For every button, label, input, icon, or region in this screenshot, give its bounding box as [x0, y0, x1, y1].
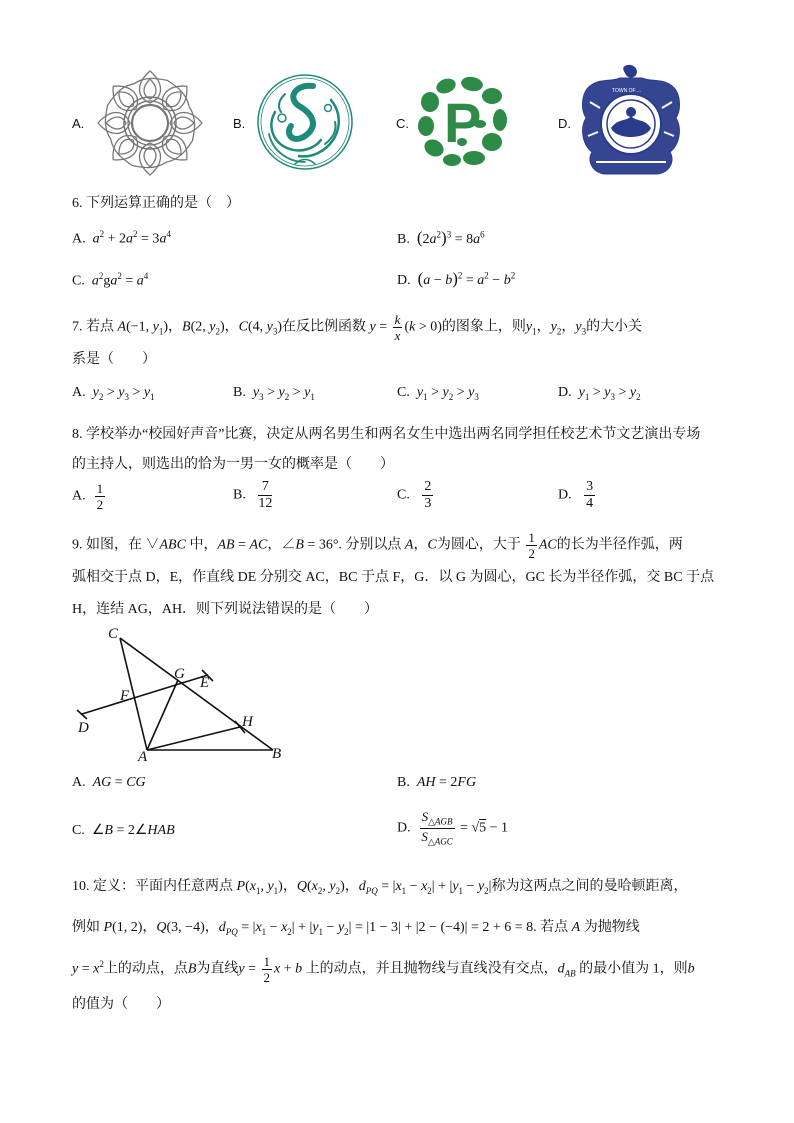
q7-line-1: 7. 若点 A(−1, $y_1$)，B(2, $y_2$)，C(4, $y_3$)在反比例函数 y = $\frac{k}{x}$ (k > 0)的图象上，则$y_1$，$y_2$，$y_3$的大小关 [72, 312, 643, 343]
label-e: E [200, 675, 210, 691]
label-g: G [174, 666, 185, 682]
q7-option-d: D. $y_1 > y_3 > y_2$ [558, 385, 641, 402]
q6-option-a: A. $a^2 + 2a^2 = 3a^4$ [72, 229, 171, 247]
q9-line-1: 9. 如图，在 ∨ABC 中，AB = AC，∠B = 36°. 分别以点 A，C为圆心，大于 $\frac{1}{2}$ AC的长为半径作弧，两 [72, 530, 683, 561]
q6-option-c: C. $a^2ga^2 = a^4$ [72, 271, 149, 289]
q10-line-4: 的值为（ ） [72, 997, 170, 1012]
teal-swirl-image [255, 72, 355, 172]
p-letter: P [444, 91, 482, 154]
label-b: B [272, 746, 282, 762]
q7-option-c: C. $y_1 > y_2 > y_3$ [397, 385, 479, 402]
q8-option-a: A. $\frac{1}{2}$ [72, 481, 104, 512]
label-a: A [138, 749, 148, 764]
q8-line-2: 的主持人，则选出的恰为一男一女的概率是（ ） [72, 457, 394, 472]
triangle-figure [70, 622, 290, 764]
q5-option-a-label: A. [72, 116, 85, 131]
q5-option-b-label: B. [233, 116, 246, 131]
q9-line-2: 弧相交于点 D，E，作直线 DE 分别交 AC，BC 于点 F，G．以 G 为圆心，GC 长为半径作弧，交 BC 于点 [72, 570, 715, 585]
q6-option-b: B. $(2a^2)^3 = 8a^6$ [397, 228, 485, 247]
q7-option-b: B. $y_3 > y_2 > y_1$ [233, 385, 315, 402]
lotus-mandala-image [92, 68, 208, 178]
arc-mark-d [77, 710, 87, 719]
q7-line-2: 系是（ ） [72, 352, 156, 367]
q6-option-d: D. $(a - b)^2 = a^2 - b^2$ [397, 269, 516, 288]
q8-line-1: 8. 学校举办“校园好声音”比赛，决定从两名男生和两名女生中选出两名同学担任校艺术节文艺演出专场 [72, 427, 701, 442]
label-f: F [120, 688, 130, 704]
segment-ag [147, 680, 178, 750]
q9-option-d: D. $\frac{S_{\triangle AGB}}{S_{\triangle AGC}}$ = √5 − 1 [397, 809, 509, 847]
q10-line-2: 例如 P(1, 2)，Q(3, −4)，$d_{PQ} = |x_1 - x_2| + |y_1 - y_2| = |1 - 3| + |2 - (-4)| = 2 + 6 = 8$. 若点 A 为抛物线 [72, 920, 640, 937]
q5-option-c-label: C. [396, 116, 409, 131]
q6-stem: 6. 下列运算正确的是（ ） [72, 196, 240, 211]
q9-line-3: H，连结 AG，AH．则下列说法错误的是（ ） [72, 602, 379, 617]
q8-option-c: C. $\frac{2}{3}$ [397, 479, 432, 511]
label-h: H [242, 714, 253, 730]
q10-line-1: 10. 定义：平面内任意两点 $P(x_1$, $y_1$)，$Q(x_2$, $y_2$)，$d_{PQ} = |x_1 - x_2| + |y_1 - y_2|$称为这两点之间的曼哈顿距离， [72, 879, 688, 896]
label-c: C [108, 626, 119, 642]
q9-option-b: B. AH = 2FG [397, 775, 477, 790]
q8-option-d: D. $\frac{3}{4}$ [558, 479, 594, 511]
q9-option-a: A. AG = CG [72, 775, 146, 790]
q8-option-b: B. $\frac{7}{12}$ [233, 479, 273, 511]
label-d: D [78, 720, 89, 736]
line-de [82, 675, 208, 714]
q9-option-c: C. ∠B = 2∠HAB [72, 823, 175, 838]
blue-seal-image [576, 62, 686, 182]
q5-option-d-label: D. [558, 116, 571, 131]
q10-line-3: $y = x^2$上的动点，点B为直线y = $\frac{1}{2}$ x + b 上的动点，并且抛物线与直线没有交点，$d_{AB}$ 的最小值为 1，则b [72, 954, 695, 985]
seal-caption: TOWN OF ... [612, 88, 642, 94]
q7-option-a: A. $y_2 > y_3 > y_1$ [72, 385, 155, 402]
green-leaf-p-image [416, 76, 508, 168]
segment-ah [147, 727, 240, 750]
